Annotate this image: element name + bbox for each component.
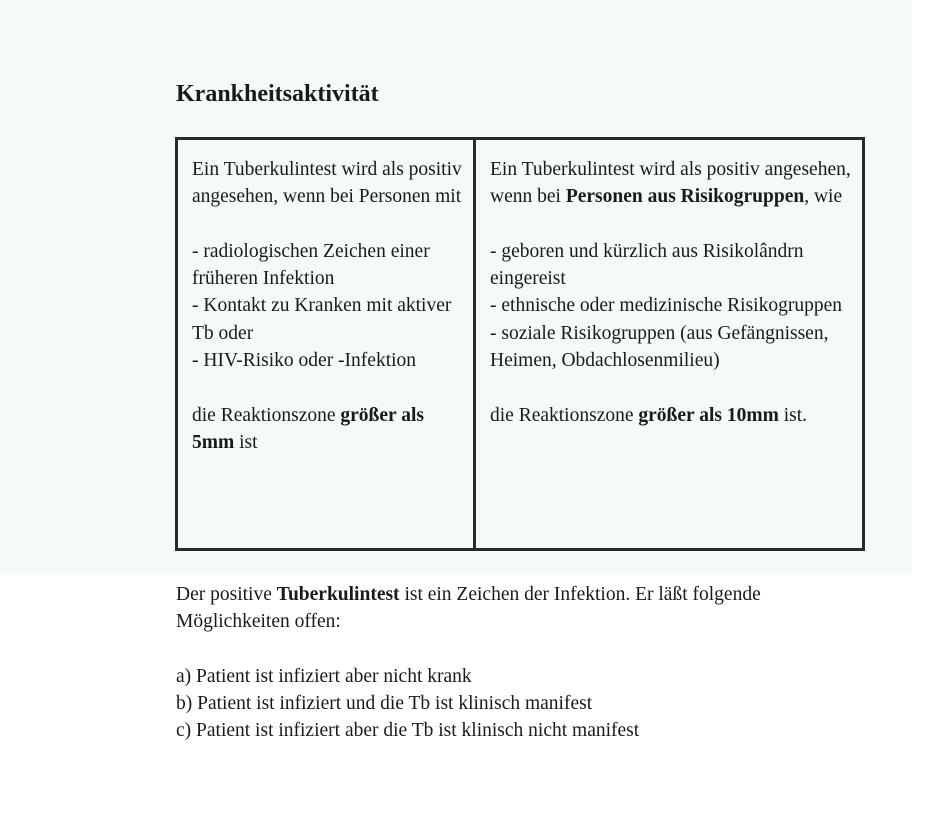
right-item: - soziale Risikogruppen (aus Gefängnissen, Heimen, Obdachlosenmilieu) [490,322,829,372]
right-intro-suffix: , wie [804,186,843,208]
left-item: - HIV-Risiko oder -Infektion [192,350,417,372]
right-conclusion-prefix: die Reaktionszone [490,404,634,426]
right-conclusion-suffix: ist. [783,404,808,426]
right-conclusion [490,402,852,429]
right-item: - ethnische oder medizinische Risikogruppen [490,295,842,317]
explanation-block [176,581,876,745]
criteria-table [175,137,865,551]
left-item: - radiologischen Zeichen einer früheren Infektion [192,240,430,290]
right-intro [490,156,852,211]
explanation-suffix: ist ein Zeichen der Infektion. Er läßt folgende Möglichkeiten offen: [176,584,761,633]
explanation-paragraph [176,581,876,636]
explanation-term: Tuberkulintest [276,584,400,605]
right-item: - geboren und kürzlich aus Risikolândrn eingereist [490,240,804,290]
spacer [192,374,463,401]
left-conclusion-prefix: die Reaktionszone [192,404,336,426]
spacer [490,211,852,238]
right-intro-risk-groups: Personen aus Risikogruppen [565,186,805,208]
right-intro-prefix: Ein Tuberkulintest wird als positiv angesehen, wenn bei [490,159,851,208]
option-item: c) Patient ist infiziert aber die Tb ist klinisch nicht manifest [176,720,640,742]
criteria-cell-10mm [476,140,862,548]
right-conclusion-threshold: größer als 10mm [638,404,779,426]
left-intro: Ein Tuberkulintest wird als positiv angesehen, wenn bei Personen mit [192,159,462,208]
option-item: b) Patient ist infiziert und die Tb ist klinisch manifest [176,693,593,715]
spacer [192,211,463,238]
left-conclusion-suffix: ist [239,431,258,453]
criteria-cell-5mm [178,140,476,548]
spacer [176,636,876,663]
page-heading: Krankheitsaktivität [176,81,379,107]
left-conclusion-threshold: größer als 5mm [192,404,424,453]
explanation-prefix: Der positive [176,584,272,605]
left-conclusion [192,402,463,457]
spacer [490,374,852,401]
option-item: a) Patient ist infiziert aber nicht krank [176,665,472,687]
left-item: - Kontakt zu Kranken mit aktiver Tb oder [192,295,452,344]
